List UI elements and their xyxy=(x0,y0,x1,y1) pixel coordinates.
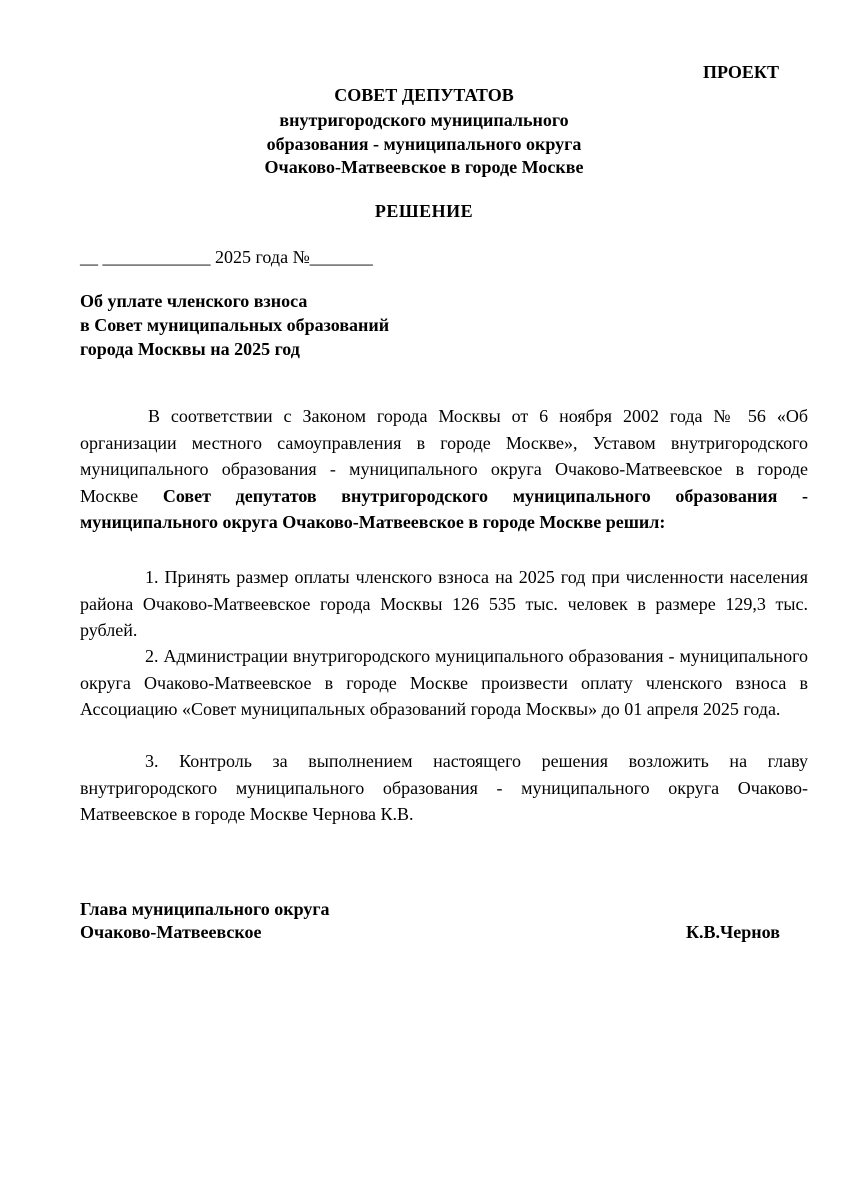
document-type: РЕШЕНИЕ xyxy=(374,201,474,221)
header-line-3: образования - муниципального округа xyxy=(266,134,582,154)
item-1: 1. Принять размер оплаты членского взноса на 2025 год при численности населения района Очаково-Матвеевское города Москвы 126 535 тыс. человек в размере 129,3 тыс. рублей. xyxy=(80,567,808,640)
header-council: СОВЕТ ДЕПУТАТОВ xyxy=(334,85,514,105)
signature-name: К.В.Чернов xyxy=(686,922,780,942)
header-line-2: внутригородского муниципального xyxy=(279,110,569,130)
subject-line-3: города Москвы на 2025 год xyxy=(80,339,300,359)
preamble-text: В соответствии с Законом города Москвы от 6 ноября 2002 года № 56 «Об организации местного самоуправления в городе Москве», Уставом внутригородского муниципального образования - муниципального округа Очаково-Матвеевское в городе Москве xyxy=(80,406,808,506)
date-number-line: __ ____________ 2025 года №_______ xyxy=(80,247,373,267)
subject-line-1: Об уплате членского взноса xyxy=(80,291,308,311)
item-2: 2. Администрации внутригородского муниципального образования - муниципального округа Очаково-Матвеевское в городе Москве произвести оплату членского взноса в Ассоциацию «Совет муниципальных образований города Москвы» до 01 апреля 2025 года. xyxy=(80,646,808,719)
preamble-bold: Совет депутатов внутригородского муниципального образования - муниципального округа Очаково-Матвеевское в городе Москве решил: xyxy=(80,485,809,532)
subject-line-2: в Совет муниципальных образований xyxy=(80,315,390,335)
item-3: 3. Контроль за выполнением настоящего решения возложить на главу внутригородского муниципального образования - муниципального округа Очаково-Матвеевское в городе Москве Чернова К.В. xyxy=(80,751,808,824)
draft-stamp: ПРОЕКТ xyxy=(703,62,779,82)
signature-title-2: Очаково-Матвеевское xyxy=(80,922,262,942)
signature-title-1: Глава муниципального округа xyxy=(80,899,330,919)
preamble-paragraph xyxy=(80,403,808,536)
header-line-4: Очаково-Матвеевское в городе Москве xyxy=(264,157,584,177)
